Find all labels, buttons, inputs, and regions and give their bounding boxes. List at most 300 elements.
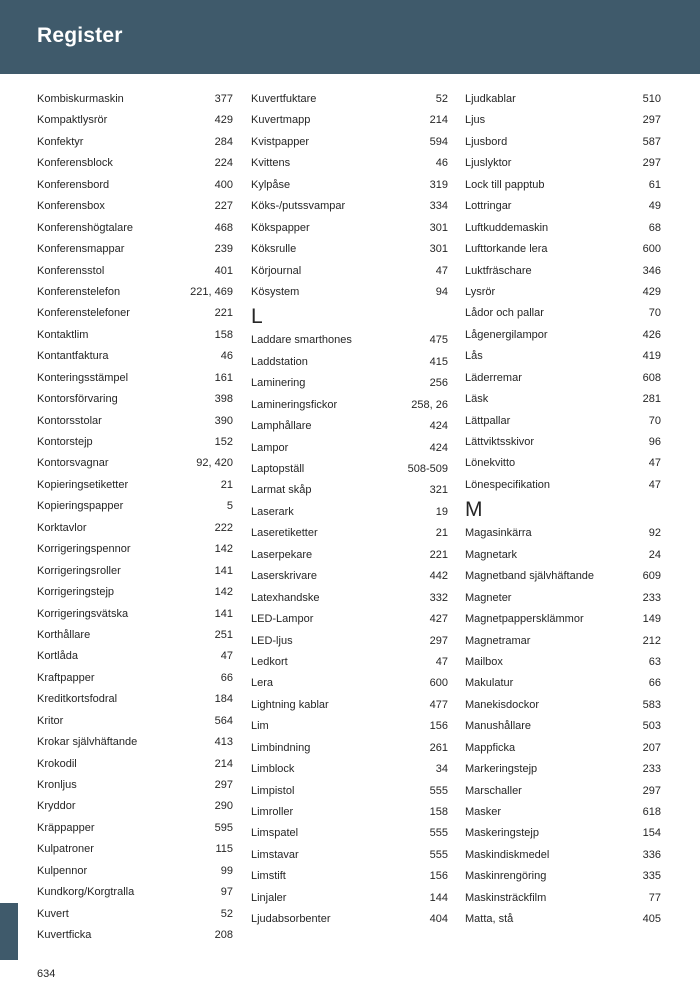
entry-page: 227 <box>214 200 233 213</box>
index-entry <box>37 153 233 174</box>
entry-page: 475 <box>429 334 448 347</box>
entry-page: 47 <box>648 478 661 491</box>
index-entry <box>465 346 661 367</box>
entry-term: Kontorsstolar <box>37 414 102 427</box>
entry-page: 221 <box>429 548 448 561</box>
entry-page: 608 <box>642 371 661 384</box>
entry-term: Konferensbox <box>37 200 105 213</box>
entry-term: Kraftpapper <box>37 671 95 684</box>
entry-page: 390 <box>214 414 233 427</box>
entry-page: 5 <box>226 500 233 513</box>
entry-term: Lock till papptub <box>465 178 545 191</box>
entry-page: 68 <box>648 221 661 234</box>
entry-term: Laptopställ <box>251 463 305 475</box>
index-entry <box>37 261 233 282</box>
entry-term: Kulpatroner <box>37 843 94 856</box>
entry-term: Kompaktlysrör <box>37 114 108 127</box>
index-entry <box>465 523 661 544</box>
entry-term: Laserskrivare <box>251 570 318 583</box>
entry-term: Magneter <box>465 591 512 604</box>
index-entry <box>37 925 233 946</box>
entry-term: Latexhandske <box>251 591 320 604</box>
index-entry <box>251 802 448 823</box>
entry-term: Köks-/putssvampar <box>251 200 346 213</box>
index-entry <box>37 668 233 689</box>
entry-term: Markeringstejp <box>465 763 538 776</box>
entry-term: Limblock <box>251 763 295 776</box>
index-entry <box>37 796 233 817</box>
entry-page: 587 <box>642 135 661 148</box>
entry-term: Korrigeringsvätska <box>37 607 129 620</box>
entry-page: 297 <box>642 157 661 170</box>
index-entry <box>465 845 661 866</box>
entry-term: Limstift <box>251 870 286 883</box>
entry-page: 141 <box>214 564 233 577</box>
entry-term: Lönespecifikation <box>465 478 551 491</box>
entry-term: Kvistpapper <box>251 135 310 148</box>
index-entry <box>465 738 661 759</box>
entry-term: Maskindiskmedel <box>465 848 550 861</box>
index-entry <box>465 303 661 324</box>
entry-term: Laseretiketter <box>251 527 318 540</box>
entry-page: 301 <box>429 221 448 234</box>
index-entry <box>37 475 233 496</box>
index-entry <box>37 132 233 153</box>
entry-term: Kylpåse <box>251 178 291 191</box>
entry-page: 334 <box>429 200 448 213</box>
index-entry <box>465 196 661 217</box>
entry-page: 426 <box>642 328 661 341</box>
entry-page: 618 <box>642 806 661 818</box>
entry-page: 251 <box>214 628 233 641</box>
entry-page: 214 <box>429 114 448 127</box>
entry-term: Kombiskurmaskin <box>37 93 124 105</box>
index-entry <box>251 175 448 196</box>
entry-page: 346 <box>642 264 661 277</box>
entry-page: 261 <box>429 741 448 754</box>
entry-term: Lättviktsskivor <box>465 436 535 448</box>
entry-term: Luftkuddemaskin <box>465 221 549 234</box>
index-entry <box>251 459 448 480</box>
index-entry <box>37 325 233 346</box>
index-entry <box>251 239 448 260</box>
index-entry <box>465 566 661 587</box>
entry-term: Kösystem <box>251 285 300 298</box>
entry-page: 149 <box>642 613 661 626</box>
entry-term: Korrigeringstejp <box>37 586 115 599</box>
entry-term: Maskinsträckfilm <box>465 891 547 904</box>
entry-page: 96 <box>648 436 661 448</box>
entry-term: Kontorsvagnar <box>37 457 109 470</box>
index-entry <box>465 282 661 303</box>
entry-page: 47 <box>220 650 233 663</box>
index-entry <box>465 545 661 566</box>
index-entry <box>37 904 233 925</box>
index-entry <box>251 132 448 153</box>
entry-term: Limbindning <box>251 741 311 754</box>
entry-term: Korktavlor <box>37 521 87 534</box>
index-entry <box>465 609 661 630</box>
entry-term: Kopieringspapper <box>37 500 124 513</box>
entry-term: Laserark <box>251 505 294 518</box>
index-entry <box>251 888 448 909</box>
entry-page: 221 <box>214 307 233 320</box>
entry-term: Lim <box>251 720 269 733</box>
entry-page: 61 <box>648 178 661 191</box>
entry-page: 214 <box>214 757 233 770</box>
entry-page: 405 <box>642 913 661 926</box>
index-entry <box>465 673 661 694</box>
index-entry <box>251 845 448 866</box>
index-entry <box>465 475 661 496</box>
entry-page: 239 <box>214 243 233 256</box>
entry-page: 594 <box>429 135 448 148</box>
index-entry <box>251 110 448 131</box>
index-entry <box>37 218 233 239</box>
index-entry <box>37 625 233 646</box>
entry-page: 66 <box>220 671 233 684</box>
entry-term: Kontantfaktura <box>37 350 109 363</box>
entry-page: 47 <box>435 655 448 668</box>
entry-term: Köksrulle <box>251 243 297 256</box>
index-entry <box>37 711 233 732</box>
index-entry <box>465 866 661 887</box>
index-entry <box>37 175 233 196</box>
index-entry <box>37 411 233 432</box>
entry-term: Magnetramar <box>465 634 531 647</box>
index-entry <box>37 282 233 303</box>
entry-page: 335 <box>642 870 661 883</box>
index-entry <box>251 588 448 609</box>
index-entry <box>251 218 448 239</box>
entry-page: 555 <box>429 827 448 840</box>
entry-term: Magnetband självhäftande <box>465 570 595 583</box>
index-entry <box>37 303 233 324</box>
index-entry <box>37 496 233 517</box>
index-entry <box>37 604 233 625</box>
index-entry <box>37 818 233 839</box>
index-entry <box>465 218 661 239</box>
index-entry <box>251 866 448 887</box>
index-entry <box>251 738 448 759</box>
index-entry <box>465 695 661 716</box>
entry-term: Kräppapper <box>37 821 95 834</box>
entry-page: 142 <box>214 543 233 556</box>
index-entry <box>37 839 233 860</box>
entry-term: Laddstation <box>251 355 308 368</box>
index-entry <box>465 175 661 196</box>
entry-page: 115 <box>215 843 233 856</box>
entry-page: 256 <box>429 377 448 390</box>
entry-term: Kökspapper <box>251 221 310 234</box>
entry-term: Luktfräschare <box>465 264 532 277</box>
entry-term: Ljusbord <box>465 135 508 148</box>
index-entry <box>251 909 448 930</box>
index-entry <box>37 432 233 453</box>
entry-term: Lysrör <box>465 285 496 298</box>
entry-term: Ledkort <box>251 655 288 668</box>
entry-term: Lottringar <box>465 200 512 213</box>
index-entry <box>37 110 233 131</box>
entry-term: Ljudkablar <box>465 93 516 105</box>
entry-term: Larmat skåp <box>251 484 312 497</box>
entry-page: 63 <box>648 655 661 668</box>
entry-term: Matta, stå <box>465 913 514 926</box>
index-entry <box>465 110 661 131</box>
page-number: 634 <box>37 968 56 980</box>
entry-page: 600 <box>429 677 448 690</box>
entry-page: 564 <box>214 714 233 727</box>
entry-page: 510 <box>642 93 661 105</box>
entry-page: 258, 26 <box>411 398 448 411</box>
index-entry <box>37 368 233 389</box>
entry-term: Marschaller <box>465 784 522 797</box>
entry-term: Krokodil <box>37 757 77 770</box>
entry-term: LED-Lampor <box>251 613 314 626</box>
entry-term: Konteringsstämpel <box>37 371 129 384</box>
index-entry <box>465 453 661 474</box>
entry-term: Masker <box>465 806 502 818</box>
entry-page: 297 <box>429 634 448 647</box>
entry-term: Mailbox <box>465 655 503 668</box>
index-entry <box>37 689 233 710</box>
entry-page: 555 <box>429 784 448 797</box>
entry-page: 297 <box>642 784 661 797</box>
entry-term: Kulpennor <box>37 864 88 877</box>
entry-page: 158 <box>429 806 448 818</box>
entry-term: Läderremar <box>465 371 522 384</box>
entry-page: 400 <box>214 178 233 191</box>
entry-term: Linjaler <box>251 891 287 904</box>
entry-page: 92 <box>648 527 661 540</box>
entry-page: 99 <box>220 864 233 877</box>
entry-page: 555 <box>429 848 448 861</box>
entry-page: 429 <box>214 114 233 127</box>
entry-page: 377 <box>214 93 233 105</box>
entry-page: 301 <box>429 243 448 256</box>
entry-page: 297 <box>214 779 233 791</box>
index-entry <box>37 389 233 410</box>
entry-page: 66 <box>648 677 661 690</box>
entry-term: Magnetark <box>465 548 517 561</box>
entry-page: 222 <box>214 521 233 534</box>
entry-term: Lamineringsfickor <box>251 398 338 411</box>
index-entry <box>251 823 448 844</box>
entry-page: 319 <box>429 178 448 191</box>
entry-term: Lås <box>465 350 483 363</box>
entry-page: 583 <box>642 698 661 711</box>
index-entry <box>251 502 448 523</box>
entry-term: Makulatur <box>465 677 514 690</box>
index-entry <box>251 652 448 673</box>
entry-page: 34 <box>435 763 448 776</box>
entry-term: Laminering <box>251 377 306 390</box>
entry-term: Limspatel <box>251 827 299 840</box>
entry-page: 158 <box>214 328 233 341</box>
entry-term: LED-ljus <box>251 634 293 647</box>
entry-term: Kuvertficka <box>37 929 92 942</box>
entry-page: 398 <box>214 393 233 406</box>
entry-term: Magnetpappersklämmor <box>465 613 584 626</box>
index-entry <box>37 539 233 560</box>
index-entry <box>37 775 233 796</box>
entry-term: Kopieringsetiketter <box>37 478 129 491</box>
entry-page: 284 <box>214 135 233 148</box>
entry-page: 508-509 <box>407 463 448 475</box>
entry-term: Maskinrengöring <box>465 870 547 883</box>
entry-term: Lönekvitto <box>465 457 516 470</box>
entry-page: 609 <box>642 570 661 583</box>
entry-term: Kvittens <box>251 157 291 170</box>
index-entry <box>251 523 448 544</box>
entry-page: 94 <box>435 285 448 298</box>
entry-term: Körjournal <box>251 264 302 277</box>
index-entry <box>37 239 233 260</box>
entry-page: 233 <box>642 591 661 604</box>
index-entry <box>251 373 448 394</box>
entry-page: 419 <box>642 350 661 363</box>
entry-term: Lera <box>251 677 274 690</box>
entry-term: Kreditkortsfodral <box>37 693 118 706</box>
index-entry <box>465 153 661 174</box>
entry-page: 47 <box>435 264 448 277</box>
entry-term: Lågenergilampor <box>465 328 548 341</box>
entry-page: 70 <box>648 307 661 320</box>
entry-term: Korrigeringsroller <box>37 564 121 577</box>
entry-term: Kontaktlim <box>37 328 89 341</box>
index-entry <box>251 153 448 174</box>
entry-term: Kontorstejp <box>37 436 93 448</box>
index-entry <box>465 368 661 389</box>
entry-page: 427 <box>429 613 448 626</box>
entry-page: 297 <box>642 114 661 127</box>
entry-term: Limstavar <box>251 848 299 861</box>
entry-term: Konferenstelefoner <box>37 307 130 320</box>
entry-term: Ljudabsorbenter <box>251 913 331 926</box>
index-entry <box>251 330 448 351</box>
entry-page: 92, 420 <box>196 457 233 470</box>
index-entry <box>465 652 661 673</box>
entry-page: 47 <box>648 457 661 470</box>
entry-term: Läsk <box>465 393 489 406</box>
entry-page: 21 <box>220 478 233 491</box>
entry-page: 413 <box>214 736 233 749</box>
entry-page: 208 <box>214 929 233 942</box>
entry-term: Konferensbord <box>37 178 110 191</box>
entry-term: Lamphållare <box>251 420 312 433</box>
index-column-3 <box>465 89 661 931</box>
entry-term: Krokar självhäftande <box>37 736 138 749</box>
entry-term: Korthållare <box>37 628 91 641</box>
entry-term: Manushållare <box>465 720 532 733</box>
index-entry <box>465 823 661 844</box>
entry-term: Limroller <box>251 806 294 818</box>
index-entry <box>37 861 233 882</box>
index-entry <box>251 261 448 282</box>
entry-term: Lättpallar <box>465 414 511 427</box>
index-entry <box>251 673 448 694</box>
index-entry <box>251 545 448 566</box>
entry-page: 46 <box>435 157 448 170</box>
entry-page: 233 <box>642 763 661 776</box>
entry-term: Konferensmappar <box>37 243 125 256</box>
index-column-1 <box>37 89 233 947</box>
entry-page: 152 <box>214 436 233 448</box>
entry-page: 24 <box>648 548 661 561</box>
index-entry <box>251 631 448 652</box>
index-entry <box>465 411 661 432</box>
entry-term: Limpistol <box>251 784 295 797</box>
entry-term: Ljus <box>465 114 486 127</box>
entry-page: 97 <box>220 886 233 899</box>
index-entry <box>37 882 233 903</box>
index-entry <box>37 89 233 110</box>
entry-term: Kontorsförvaring <box>37 393 118 406</box>
entry-term: Laddare smarthones <box>251 334 352 347</box>
entry-term: Maskeringstejp <box>465 827 539 840</box>
index-entry <box>465 325 661 346</box>
entry-page: 144 <box>429 891 448 904</box>
entry-page: 184 <box>214 693 233 706</box>
entry-page: 141 <box>214 607 233 620</box>
entry-page: 415 <box>429 355 448 368</box>
entry-page: 424 <box>429 441 448 454</box>
entry-page: 401 <box>214 264 233 277</box>
entry-term: Kuvertfuktare <box>251 93 317 105</box>
index-entry <box>37 732 233 753</box>
entry-page: 154 <box>642 827 661 840</box>
entry-term: Kronljus <box>37 779 77 791</box>
index-entry <box>465 888 661 909</box>
entry-term: Ljuslyktor <box>465 157 512 170</box>
entry-page: 70 <box>648 414 661 427</box>
entry-term: Kryddor <box>37 800 76 813</box>
entry-page: 156 <box>429 720 448 733</box>
index-entry <box>465 588 661 609</box>
index-entry <box>251 89 448 110</box>
index-entry <box>251 609 448 630</box>
index-entry <box>251 716 448 737</box>
entry-page: 207 <box>642 741 661 754</box>
entry-page: 290 <box>214 800 233 813</box>
index-entry <box>251 759 448 780</box>
index-entry <box>251 480 448 501</box>
entry-page: 281 <box>642 393 661 406</box>
entry-page: 212 <box>642 634 661 647</box>
entry-term: Lådor och pallar <box>465 307 544 320</box>
entry-page: 46 <box>220 350 233 363</box>
side-tab-marker <box>0 903 18 960</box>
entry-page: 404 <box>429 913 448 926</box>
section-letter: M <box>465 498 483 522</box>
entry-term: Laserpekare <box>251 548 313 561</box>
entry-term: Konferenstelefon <box>37 285 121 298</box>
index-entry <box>251 695 448 716</box>
index-entry <box>465 802 661 823</box>
index-entry <box>465 781 661 802</box>
index-column-2 <box>251 89 448 931</box>
entry-term: Lightning kablar <box>251 698 329 711</box>
entry-page: 19 <box>435 505 448 518</box>
index-entry <box>251 395 448 416</box>
index-entry <box>465 716 661 737</box>
entry-page: 221, 469 <box>190 285 233 298</box>
entry-term: Kuvert <box>37 907 69 920</box>
entry-page: 595 <box>214 821 233 834</box>
index-entry <box>251 416 448 437</box>
entry-term: Lufttorkande lera <box>465 243 548 256</box>
index-entry <box>37 582 233 603</box>
